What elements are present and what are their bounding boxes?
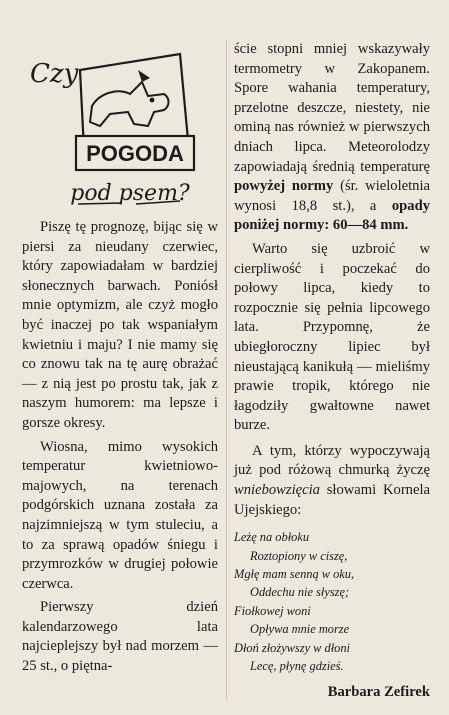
poem — [234, 528, 430, 675]
dog-eye-icon — [150, 98, 155, 103]
right-paragraph-2: Warto się uzbroić w cierpliwość i poczekać do połowy lipca, kiedy to rozpocznie się pełnia lipcowego lata. Przypomnę, że ubiegłoroczny lipiec był nieustającą kanikułą — mieliśmy prawie tropik, którego nie łagodziły gwałtowne nawet burze. — [234, 240, 430, 434]
left-paragraph-1: Piszę tę prognozę, bijąc się w piersi za nieudany czerwiec, który zapowiadałam w bardziej słonecznych barwach. Poniósł mnie optymizm, ale czyż mogło być inaczej po tak wspaniałym kwietniu i maju? I nie mamy się co znowu tak na tę aurę obrażać — z nią jest po prostu tak, jak z naszym humorem: ma lepsze i gorsze okresy. — [22, 219, 218, 431]
author-signature: Barbara Zefirek — [327, 683, 430, 700]
poem-line: Fiołkowej woni — [234, 603, 311, 618]
right-p3-text-a: A tym, którzy wypoczywają już pod różową chmurką życzę — [234, 442, 430, 479]
poem-line: Leżę na obłoku — [234, 530, 310, 545]
left-paragraph-3: Pierwszy dzień kalendarzowego lata najcieplejszy był nad morzem — 25 st., o piętna- — [22, 599, 218, 675]
column-divider — [226, 40, 227, 700]
left-paragraph-2: Wiosna, mimo wysokich temperatur kwietniowo-majowych, na terenach podgórskich uznana została za najzimniejszą w tym stuleciu, a to za sprawą opadów śniegu i przymrozków w drugiej połowie czerwca. — [22, 438, 218, 592]
right-p1-text-c: (śr. wieloletnia wynosi 18,8 st.), a — [234, 178, 431, 214]
poem-line: Roztopiony w ciszę, — [250, 548, 348, 563]
right-p1-text-a: ście stopni mniej wskazywały termometry w Zakopanem. Spore wahania temperatury, przelotne deszcze, niestety, nie ominą nas również w pierwszych dniach lipca. Meteorolodzy zapowiadają średnią temperaturę — [234, 41, 430, 175]
dog-ear-icon — [138, 70, 150, 82]
left-column — [22, 40, 218, 677]
poem-line: Mgłę mam senną w oku, — [234, 567, 355, 582]
right-p3-italic: wniebowzięcia — [234, 482, 320, 499]
poem-line: Oddechu nie słyszę; — [250, 585, 350, 600]
right-paragraph-3 — [234, 442, 430, 520]
poem-line: Opływa mnie morze — [250, 622, 350, 637]
poem-line: Dłoń złożywszy w dłoni — [234, 640, 350, 655]
right-column — [234, 40, 430, 701]
column-logo — [30, 40, 200, 210]
right-paragraph-1 — [234, 40, 430, 236]
logo-drawing — [30, 40, 200, 210]
logo-bottom-words: pod psem? — [70, 181, 190, 206]
poem-line: Lecę, płynę gdzieś. — [250, 659, 344, 674]
right-p3-text-b: słowami Kornela Ujejskiego: — [234, 482, 430, 518]
logo-title: POGODA — [86, 141, 184, 166]
right-p1-bold-1: powyżej normy — [234, 178, 334, 195]
dog-icon — [90, 82, 169, 126]
logo-top-word: Czy — [30, 59, 79, 89]
right-p1-bold-2: opady poniżej normy: 60—84 mm. — [234, 197, 430, 234]
